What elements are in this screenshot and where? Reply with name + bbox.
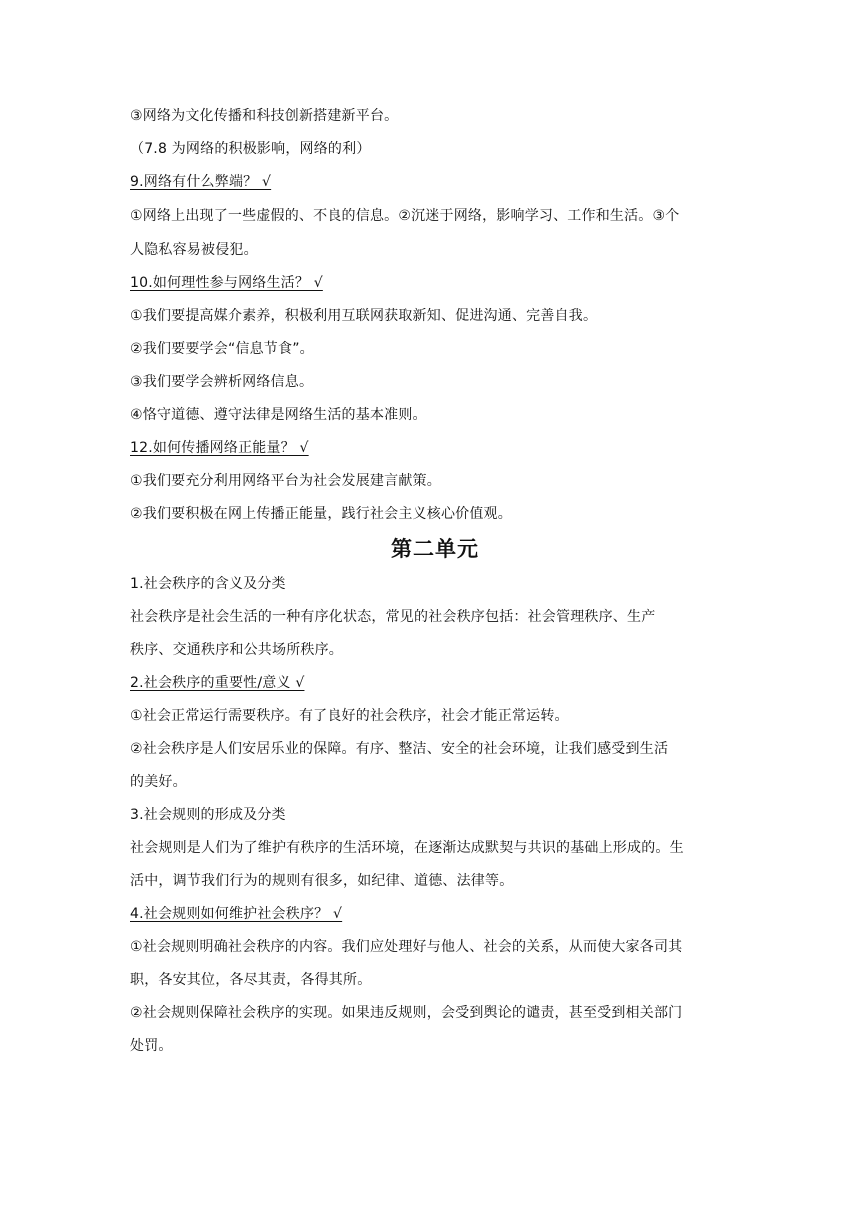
text-line: 职，各安其位，各尽其责，各得其所。 — [130, 972, 372, 988]
text-line: ②社会秩序是人们安居乐业的保障。有序、整洁、安全的社会环境，让我们感受到生活 — [130, 741, 669, 757]
text-line: ①我们要充分利用网络平台为社会发展建言献策。 — [130, 473, 441, 489]
text-line: 秩序、交通秩序和公共场所秩序。 — [130, 642, 343, 658]
text-line: 活中，调节我们行为的规则有很多，如纪律、道德、法律等。 — [130, 873, 514, 889]
document-page — [130, 106, 740, 1056]
text-line: ③我们要学会辨析网络信息。 — [130, 374, 314, 390]
question-heading: 4.社会规则如何维护社会秩序？ √ — [130, 906, 343, 922]
text-line: 社会规则是人们为了维护有秩序的生活环境，在逐渐达成默契与共识的基础上形成的。生 — [130, 840, 684, 856]
text-line: ③网络为文化传播和科技创新搭建新平台。 — [130, 108, 399, 124]
question-heading: 10.如何理性参与网络生活？ √ — [130, 275, 323, 291]
text-line: ①社会正常运行需要秩序。有了良好的社会秩序，社会才能正常运转。 — [130, 708, 569, 724]
text-line: ①网络上出现了一些虚假的、不良的信息。②沉迷于网络，影响学习、工作和生活。③个 — [130, 208, 680, 224]
text-line: ①社会规则明确社会秩序的内容。我们应处理好与他人、社会的关系，从而使大家各司其 — [130, 939, 683, 955]
section-heading: 3.社会规则的形成及分类 — [130, 807, 286, 823]
text-line: ②我们要要学会“信息节食”。 — [130, 341, 314, 357]
text-line: 的美好。 — [130, 774, 187, 790]
text-line: ①我们要提高媒介素养，积极利用互联网获取新知、促进沟通、完善自我。 — [130, 308, 598, 324]
section-heading: 1.社会秩序的含义及分类 — [130, 576, 286, 592]
text-line: ②我们要积极在网上传播正能量，践行社会主义核心价值观。 — [130, 506, 512, 522]
unit-heading: 第二单元 — [391, 537, 479, 561]
text-line: ②社会规则保障社会秩序的实现。如果违反规则，会受到舆论的谴责，甚至受到相关部门 — [130, 1005, 683, 1021]
note-line: （7.8 为网络的积极影响，网络的利） — [130, 141, 371, 157]
text-line: 社会秩序是社会生活的一种有序化状态，常见的社会秩序包括：社会管理秩序、生产 — [130, 609, 656, 625]
text-line: 人隐私容易被侵犯。 — [130, 242, 258, 258]
question-heading: 2.社会秩序的重要性/意义 √ — [130, 675, 305, 691]
text-line: 处罚。 — [130, 1038, 173, 1054]
question-heading: 9.网络有什么弊端？ √ — [130, 174, 272, 190]
text-line: ④恪守道德、遵守法律是网络生活的基本准则。 — [130, 407, 427, 423]
question-heading: 12.如何传播网络正能量？ √ — [130, 440, 309, 456]
